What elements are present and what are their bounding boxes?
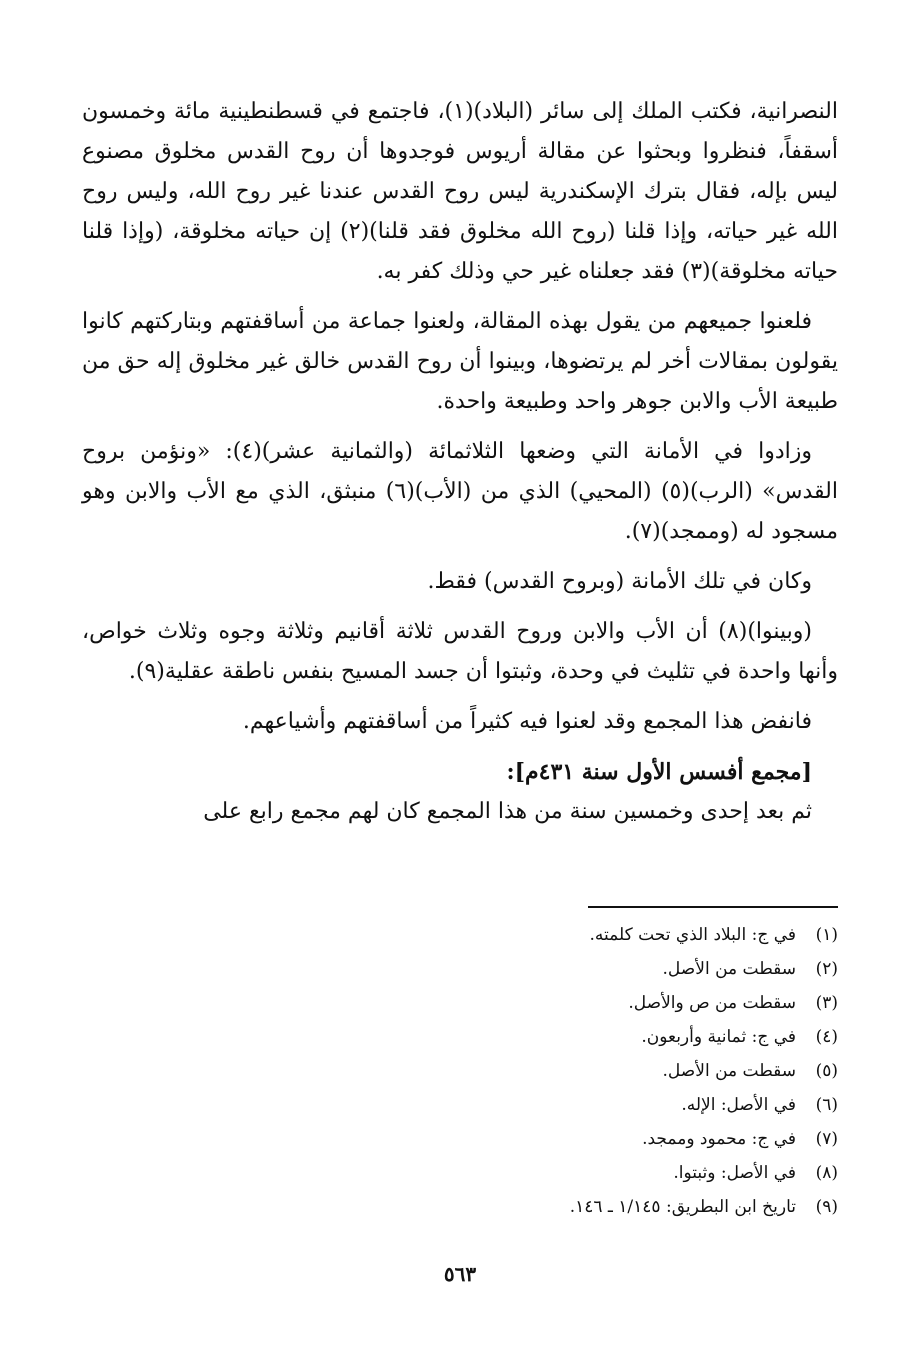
paragraph-2: فلعنوا جميعهم من يقول بهذه المقالة، ولعنوا جماعة من أساقفتهم وبتاركتهم كانوا يقولون بمقالات أخر لم يرتضوها، وبينوا أن روح القدس خالق غير مخلوق إله حق من طبيعة الأب والابن جوهر واحد وطبيعة واحدة.: [82, 309, 838, 414]
main-text: [82, 92, 838, 842]
footnote-number: (٥): [815, 1061, 838, 1081]
footnote-number: (٧): [815, 1129, 838, 1149]
paragraph-5: (وبينوا)(٨) أن الأب والابن وروح القدس ثلاثة أقانيم وثلاثة وجوه وثلاث خواص، وأنها واحدة في تثليث في وحدة، وثبتوا أن جسد المسيح بنفس ناطقة عقلية(٩).: [82, 619, 838, 684]
footnote-item: [82, 952, 838, 986]
footnote-text: في الأصل: الإله.: [681, 1095, 796, 1115]
footnote-item: [82, 1054, 838, 1088]
footnote-item: [82, 986, 838, 1020]
footnote-text: تاريخ ابن البطريق: ١/١٤٥ ـ ١٤٦.: [569, 1197, 796, 1217]
footnote-text: سقطت من الأصل.: [662, 1061, 796, 1081]
closing-line: ثم بعد إحدى وخمسين سنة من هذا المجمع كان لهم مجمع رابع على: [203, 799, 812, 824]
footnote-number: (٩): [815, 1197, 838, 1217]
footnote-divider: [588, 906, 838, 908]
paragraph-4: وكان في تلك الأمانة (وبروح القدس) فقط.: [427, 569, 812, 594]
footnote-number: (٢): [815, 959, 838, 979]
footnote-text: في ج: البلاد الذي تحت كلمته.: [589, 925, 796, 945]
footnote-item: [82, 1190, 838, 1224]
footnote-text: في ج: ثمانية وأربعون.: [641, 1027, 796, 1047]
footnote-text: سقطت من الأصل.: [662, 959, 796, 979]
footnote-number: (٨): [815, 1163, 838, 1183]
paragraph-6: فانفض هذا المجمع وقد لعنوا فيه كثيراً من أساقفتهم وأشياعهم.: [242, 709, 812, 734]
page-number: ٥٦٣: [443, 1262, 477, 1286]
paragraph-1: النصرانية، فكتب الملك إلى سائر (البلاد)(١)، فاجتمع في قسطنطينية مائة وخمسون أسقفاً، فنظروا وبحثوا عن مقالة أريوس فوجدوها أن روح القدس مخلوق مصنوع ليس بإله، فقال بترك الإسكندرية ليس روح القدس عندنا غير روح الله، وليس روح الله غير حياته، وإذا قلنا (روح الله مخلوق فقد قلنا)(٢) إن حياته مخلوقة، (وإذا قلنا حياته مخلوقة)(٣) فقد جعلناه غير حي وذلك كفر به.: [82, 99, 838, 284]
paragraph-3: وزادوا في الأمانة التي وضعها الثلاثمائة (والثمانية عشر)(٤): «ونؤمن بروح القدس» (الرب)(٥) (المحيي) الذي من (الأب)(٦) منبثق، الذي مع الأب والابن وهو مسجود له (وممجد)(٧).: [82, 439, 838, 544]
footnote-item: [82, 1020, 838, 1054]
footnote-item: [82, 1122, 838, 1156]
footnote-item: [82, 918, 838, 952]
footnote-number: (٦): [815, 1095, 838, 1115]
footnote-text: في ج: محمود وممجد.: [642, 1129, 796, 1149]
footnote-number: (٤): [815, 1027, 838, 1047]
footnote-number: (٣): [815, 993, 838, 1013]
footnotes: [82, 918, 838, 1224]
section-heading: [مجمع أفسس الأول سنة ٤٣١م]:: [506, 759, 812, 785]
footnote-item: [82, 1156, 838, 1190]
footnote-text: في الأصل: وثبتوا.: [673, 1163, 796, 1183]
footnote-text: سقطت من ص والأصل.: [628, 993, 796, 1013]
footnote-number: (١): [815, 925, 838, 945]
footnote-item: [82, 1088, 838, 1122]
